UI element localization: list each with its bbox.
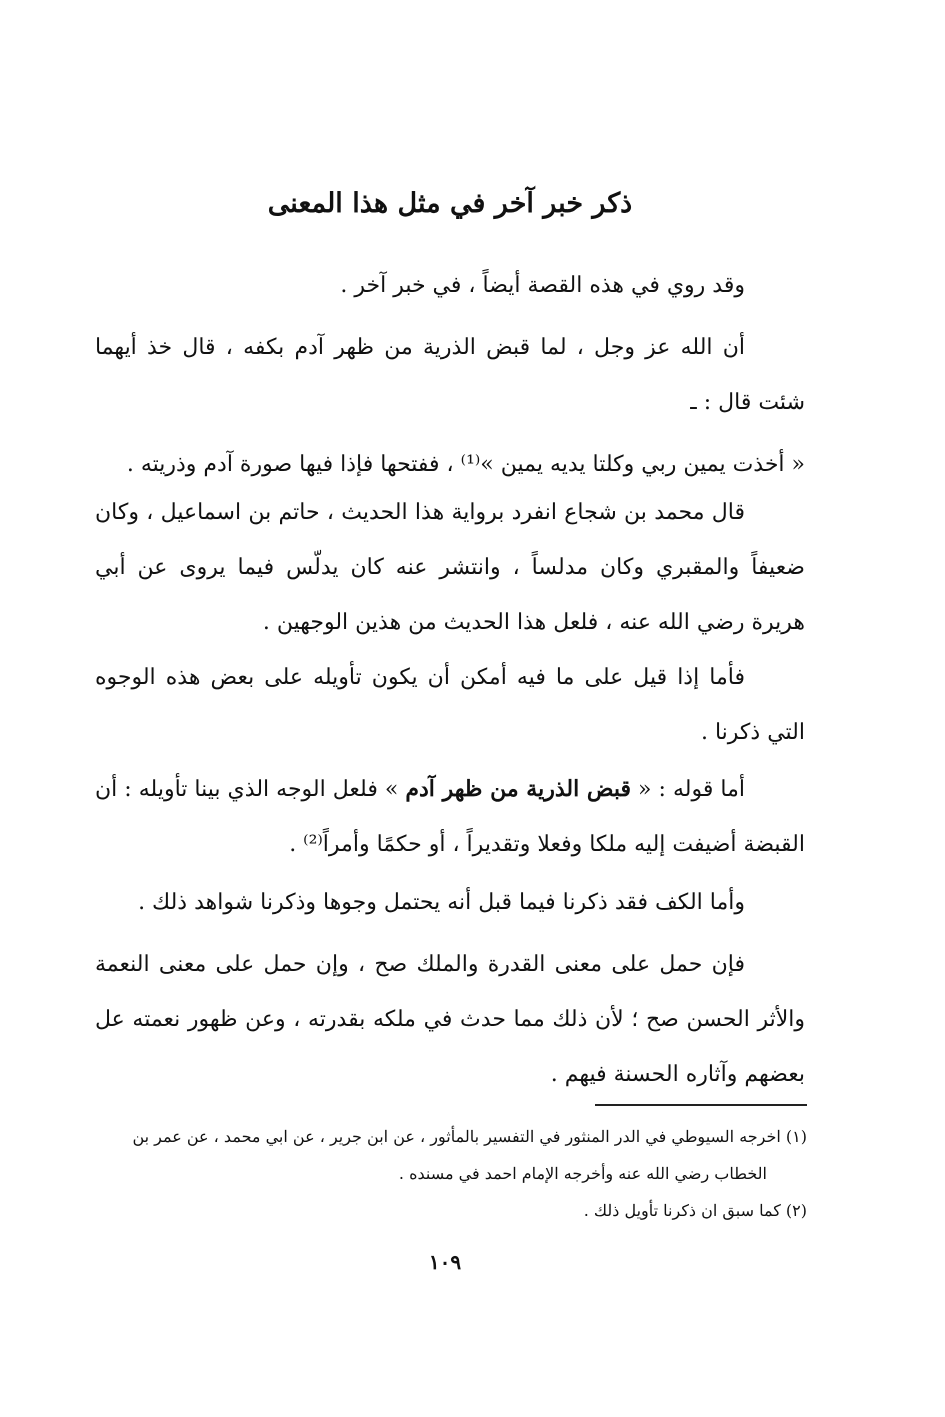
paragraph-6-quote-bold: قبض الذرية من ظهر آدم: [405, 776, 631, 802]
paragraph-4: قال محمد بن شجاع انفرد برواية هذا الحديث ، حاتم بن اسماعيل ، وكان ضعيفاً والمقبري وكان مدلساً ، وانتشر عنه كان يدلّس فيما يروى عن أبي هريرة رضي الله عنه ، فلعل هذا الحديث من هذين الوجهين .: [95, 500, 805, 635]
section-title: ذكر خبر آخر في مثل هذا المعنى: [267, 188, 633, 219]
paragraph-6-start: أما قوله : «: [638, 777, 745, 802]
paragraph-1: وقد روي في هذه القصة أيضاً ، في خبر آخر .: [340, 273, 745, 298]
page-number: ١٠٩: [428, 1250, 462, 1274]
paragraph-6: [95, 762, 805, 872]
paragraph-6-end: » فلعل الوجه الذي بينا تأويله : أن القبضة أضيفت إليه ملكا وفعلا وتقديراً ، أو حكمًا وأمراً⁽²⁾ .: [95, 777, 805, 857]
paragraph-3-quote: « أخذت يمين ربي وكلتا يديه يمين »⁽¹⁾ ، ففتحها فإذا فيها صورة آدم وذريته .: [126, 452, 805, 477]
footnote-2: (٢) كما سبق ان ذكرنا تأويل ذلك .: [583, 1201, 807, 1220]
paragraph-5: فأما إذا قيل على ما فيه أمكن أن يكون تأويله على بعض هذه الوجوه التي ذكرنا .: [95, 665, 805, 745]
footnote-1-line-2: [92, 1155, 807, 1192]
footnote-1-line-1: (١) اخرجه السيوطي في الدر المنثور في التفسير بالمأثور ، عن ابن جرير ، عن ابي محمد ، عن عمر بن: [132, 1127, 807, 1146]
footnote-separator: [595, 1104, 807, 1106]
paragraph-7: وأما الكف فقد ذكرنا فيما قبل أنه يحتمل وجوها وذكرنا شواهد ذلك .: [138, 890, 745, 915]
paragraph-2: أن الله عز وجل ، لما قبض الذرية من ظهر آدم بكفه ، قال خذ أيهما شئت قال : ـ: [95, 335, 805, 415]
footnote-1-continuation: الخطاب رضي الله عنه وأخرجه الإمام احمد في مسنده .: [398, 1164, 767, 1183]
paragraph-8: فإن حمل على معنى القدرة والملك صح ، وإن حمل على معنى النعمة والأثر الحسن صح ؛ لأن ذلك مما حدث في ملكه بقدرته ، وعن ظهور نعمته عل بعضهم وآثاره الحسنة فيهم .: [95, 952, 805, 1087]
